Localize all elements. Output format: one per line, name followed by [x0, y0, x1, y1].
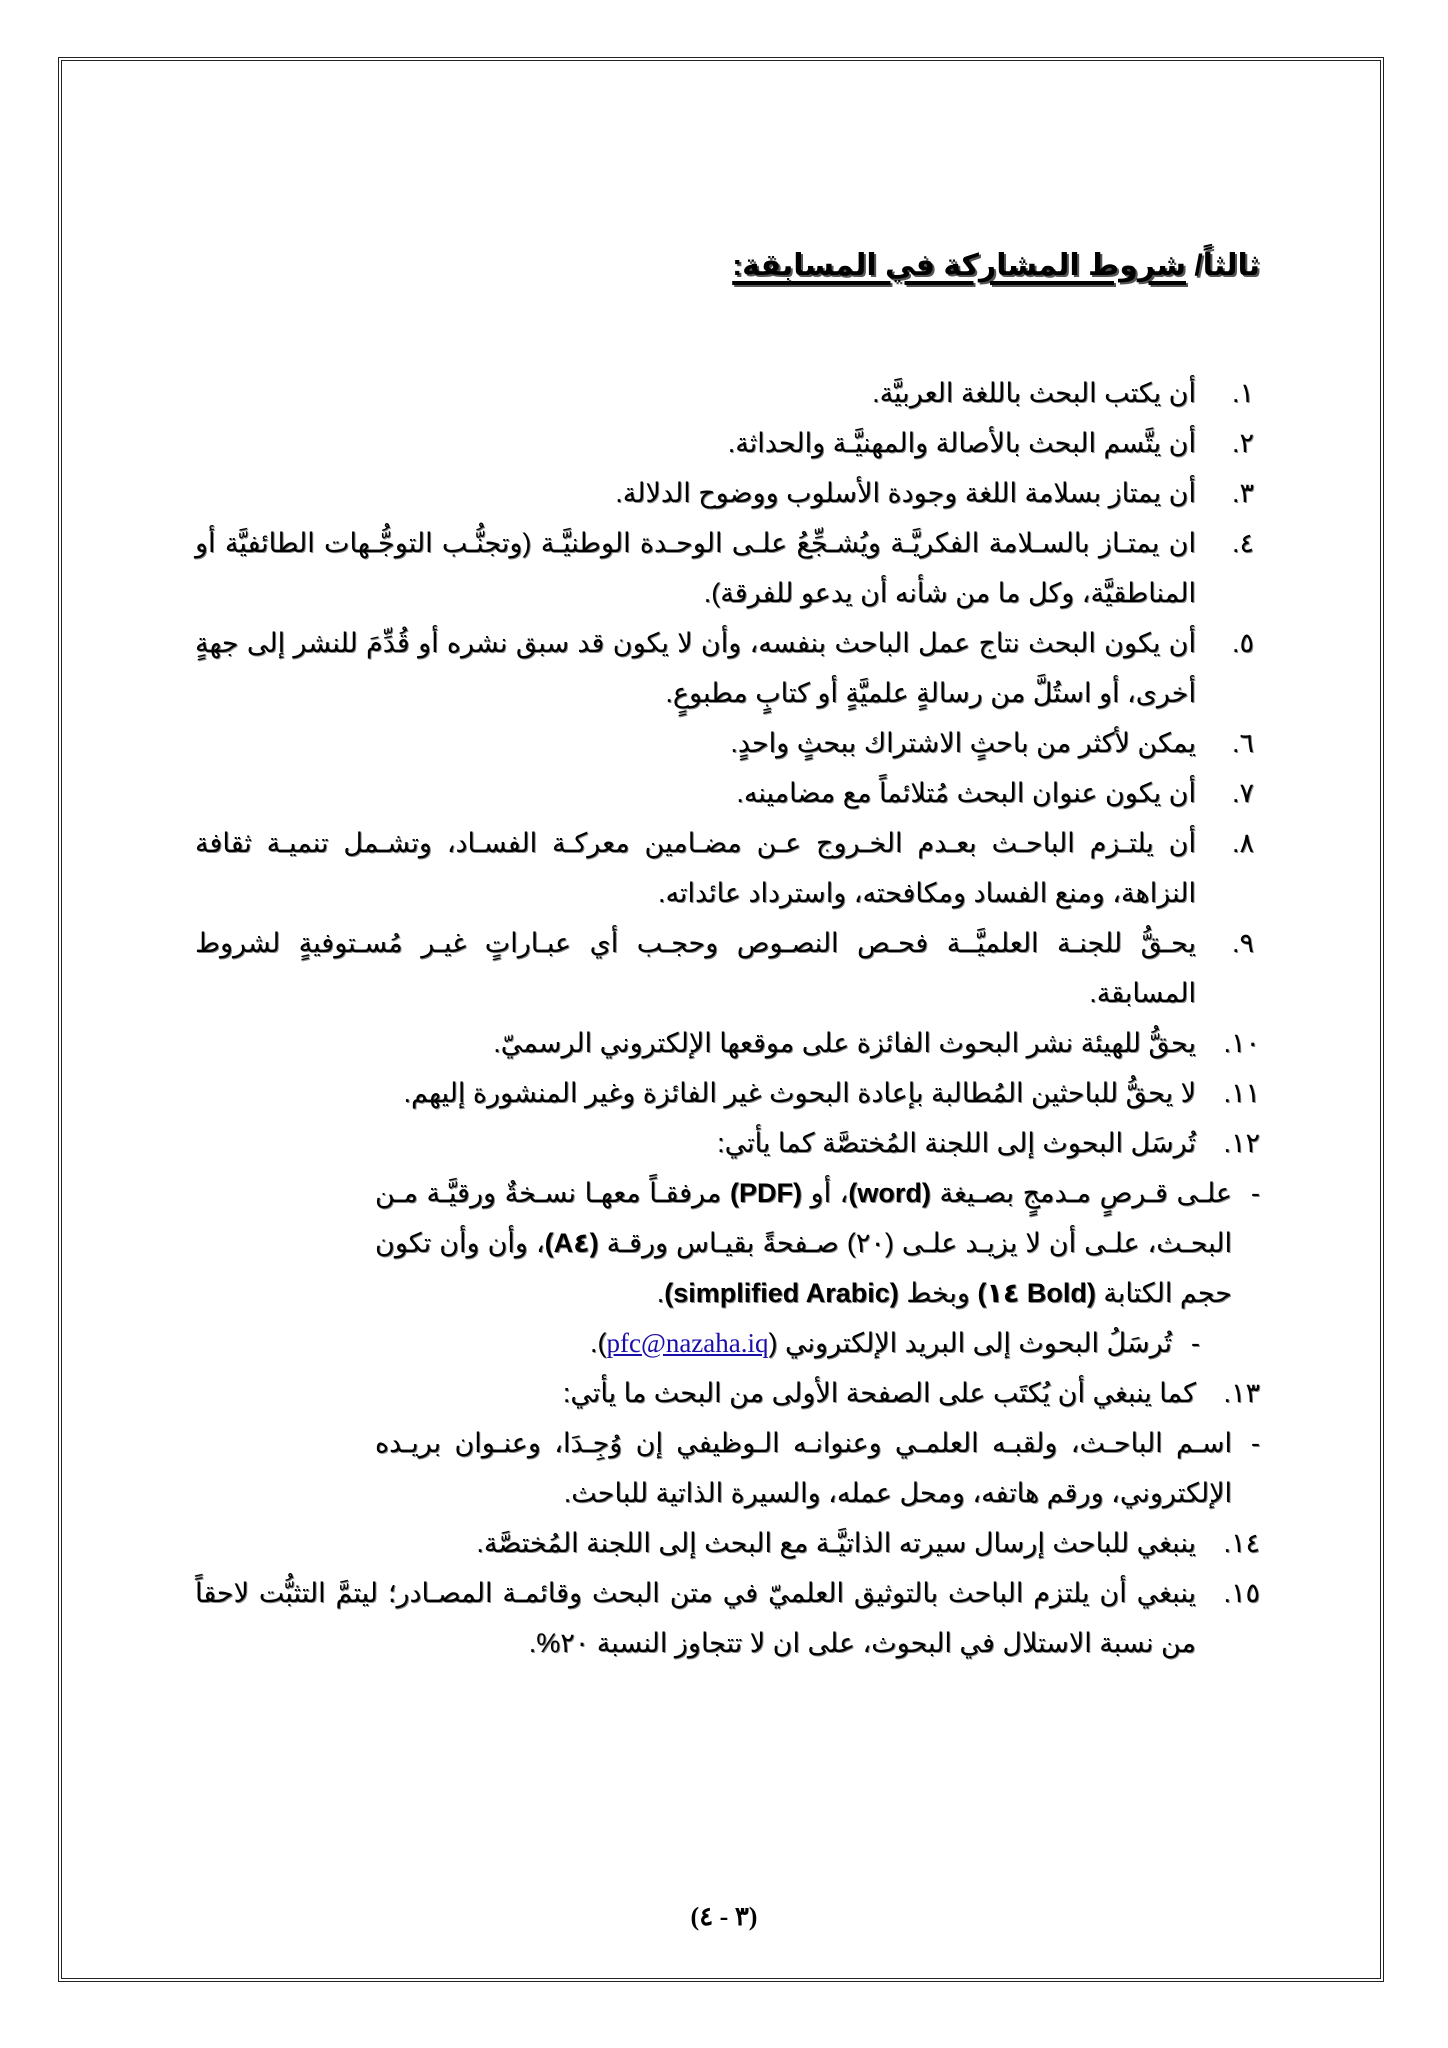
text-fragment: ، وأن وأن تكون حجم الكتابة [375, 1228, 1232, 1308]
item-number: ١. [1231, 378, 1254, 408]
list-item [195, 518, 1260, 618]
email-link[interactable]: pfc@nazaha.iq [606, 1328, 769, 1358]
item-number: ٣. [1231, 478, 1254, 508]
item-text: أن يكون البحث نتاج عمل الباحث بنفسه، وأن لا يكون قد سبق نشره أو قُدِّمَ للنشر إلى جهةٍ أخرى، أو استُلَّ من رسالةٍ علميَّةٍ أو كتابٍ مطبوعٍ. [195, 628, 1196, 708]
list-item [195, 918, 1260, 1018]
item-text: أن يتَّسم البحث بالأصالة والمهنيَّـة والحداثة. [727, 428, 1196, 458]
font-size-spec: (١٤ Bold) [977, 1278, 1096, 1308]
item-text: ينبغي للباحث إرسال سيرته الذاتيَّـة مع البحث إلى اللجنة المُختصَّة. [476, 1528, 1196, 1558]
conditions-list [195, 368, 1260, 1668]
list-item [195, 1118, 1260, 1168]
item-text: يحـقُّ للجنـة العلميَّــة فحـص النصـوص وحجـب أي عبـاراتٍ غيـر مُسـتوفيةٍ لشروط المسابقة. [195, 928, 1196, 1008]
bullet-dash: - [1191, 1328, 1200, 1358]
list-item [195, 368, 1260, 418]
text-fragment: . [656, 1278, 665, 1308]
sub-item-email-submission [195, 1318, 1260, 1368]
list-item [195, 418, 1260, 468]
item-text: أن يلتـزم الباحـث بعـدم الخـروج عـن مضـامين معركـة الفسـاد، وتشـمل تنميـة ثقافة النزاهة، ومنع الفساد ومكافحته، واسترداد عائداته. [195, 828, 1196, 908]
item-text: كما ينبغي أن يُكتَب على الصفحة الأولى من البحث ما يأتي: [562, 1378, 1196, 1408]
item-number: ١٥. [1223, 1578, 1260, 1608]
list-item [195, 1068, 1260, 1118]
item-text: أن يكون عنوان البحث مُتلائماً مع مضامينه. [736, 778, 1196, 808]
text-fragment: علـى قـرصٍ مـدمجٍ بصـيغة [930, 1178, 1233, 1208]
bullet-dash: - [1251, 1178, 1260, 1208]
item-number: ٦. [1231, 728, 1254, 758]
item-text: ينبغي أن يلتزم الباحث بالتوثيق العلميّ في متن البحث وقائمـة المصـادر؛ ليتمَّ التثبُّت لاحقاً من نسبة الاستلال في البحوث، على ان لا تتجاوز النسبة ٢٠%. [195, 1578, 1196, 1658]
format-word: (word) [848, 1178, 931, 1208]
item-number: ١٣. [1223, 1378, 1260, 1408]
item-text: تُرسَل البحوث إلى اللجنة المُختصَّة كما يأتي: [717, 1128, 1196, 1158]
list-item [195, 1518, 1260, 1568]
sub-item-text [195, 1168, 1232, 1318]
item-number: ١٤. [1223, 1528, 1260, 1558]
item-number: ٥. [1231, 628, 1254, 658]
item-number: ٧. [1231, 778, 1254, 808]
item-text: لا يحقُّ للباحثين المُطالبة بإعادة البحوث غير الفائزة وغير المنشورة إليهم. [403, 1078, 1196, 1108]
bullet-dash: - [1251, 1428, 1260, 1458]
list-item [195, 718, 1260, 768]
item-text: يمكن لأكثر من باحثٍ الاشتراك ببحثٍ واحدٍ. [730, 728, 1196, 758]
list-item [195, 618, 1260, 718]
item-number: ٨. [1231, 828, 1254, 858]
item-number: ٢. [1231, 428, 1254, 458]
list-item [195, 1568, 1260, 1668]
text-fragment: وبخط [898, 1278, 978, 1308]
item-text: أن يكتب البحث باللغة العربيَّة. [872, 378, 1196, 408]
font-name-spec: (simplified Arabic) [664, 1278, 899, 1308]
list-item [195, 818, 1260, 918]
list-item [195, 768, 1260, 818]
sub-item-text: اسـم الباحـث، ولقبـه العلمـي وعنوانـه الـوظيفي إن وُجِـدَا، وعنـوان بريـده الإلكتروني، ورقم هاتفه، ومحل عمله، والسيرة الذاتية للباحث. [375, 1428, 1232, 1508]
text-fragment: تُرسَلُ البحوث إلى البريد الإلكتروني ( [768, 1328, 1172, 1358]
item-number: ٤. [1231, 528, 1254, 558]
list-item [195, 468, 1260, 518]
item-number: ١٢. [1223, 1128, 1260, 1158]
list-item [195, 1018, 1260, 1068]
text-fragment: ، أو [801, 1178, 849, 1208]
heading-title: شروط المشاركة في المسابقة: [732, 249, 1187, 282]
sub-item-text [195, 1318, 1172, 1368]
list-item [195, 1368, 1260, 1418]
item-text: يحقُّ للهيئة نشر البحوث الفائزة على موقعها الإلكتروني الرسميّ. [493, 1028, 1196, 1058]
page-number: (٣ - ٤) [690, 1902, 758, 1931]
item-text: أن يمتاز بسلامة اللغة وجودة الأسلوب ووضوح الدلالة. [615, 478, 1196, 508]
item-number: ١٠. [1223, 1028, 1260, 1058]
item-text: ان يمتـاز بالسـلامة الفكريَّـة ويُشـجِّعُ علـى الوحـدة الوطنيَّـة (وتجنُّـب التوجُّـهات الطائفيَّة أو المناطقيَّة، وكل ما من شأنه أن يدعو للفرقة). [195, 528, 1196, 608]
item-number: ١١. [1223, 1078, 1260, 1108]
text-fragment: مرفقـاً معهـا نسـخةٌ ورقيَّـة مـن البحـث، علـى أن لا يزيـد علـى (٢٠) صـفحةً بقيـاس ورقـة [375, 1178, 1232, 1258]
text-fragment: ). [589, 1328, 607, 1358]
sub-item-disc-submission [195, 1168, 1260, 1318]
format-pdf: (PDF) [729, 1178, 802, 1208]
sub-item-first-page-info [195, 1418, 1260, 1518]
item-number: ٩. [1231, 928, 1254, 958]
paper-size: (A٤) [544, 1228, 599, 1258]
heading-prefix: ثالثاً/ [1186, 249, 1260, 282]
section-heading [732, 248, 1260, 283]
